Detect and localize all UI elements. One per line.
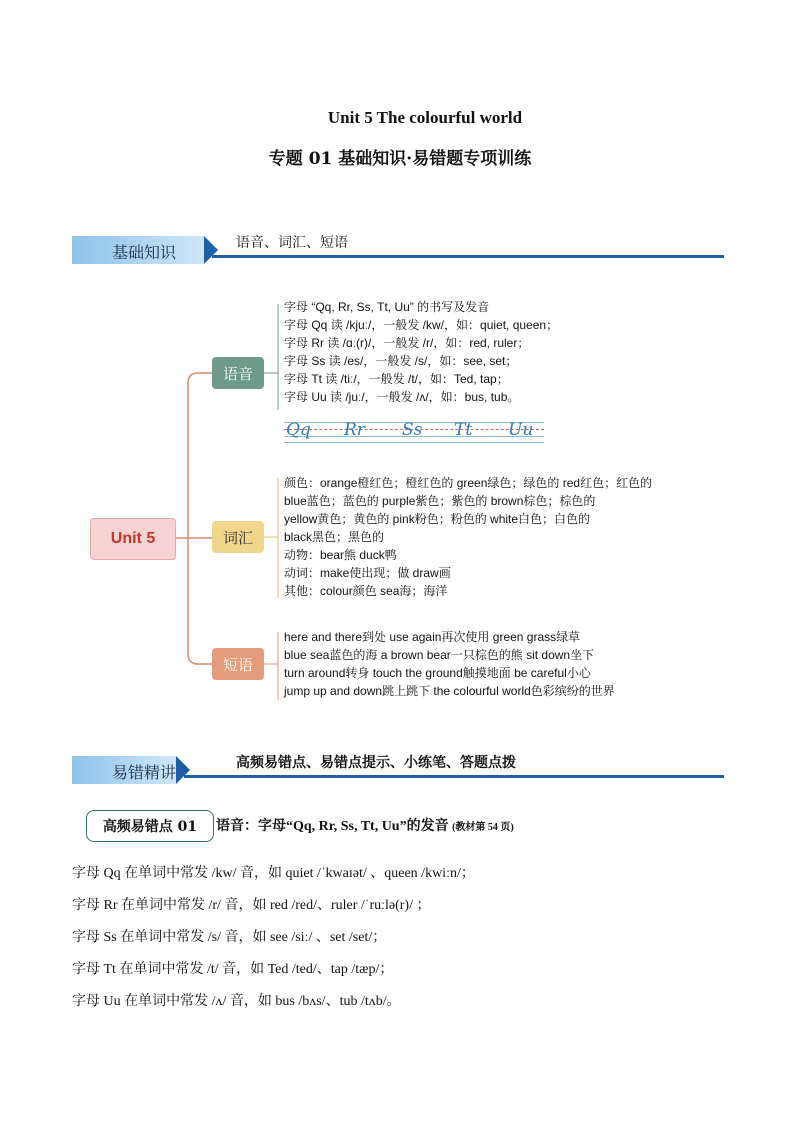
mindmap-node-vocab: 词汇 <box>212 521 264 553</box>
phrases-list <box>284 628 615 700</box>
section-label: 易错精讲 <box>112 763 177 782</box>
keypoint-line-ss: 字母 Ss 在单词中常发 /s/ 音，如 see /siː/ 、set /set/； <box>72 930 387 945</box>
phrase-line: turn around转身 touch the ground触摸地面 be careful小心 <box>284 666 591 680</box>
section-subtitle: 高频易错点、易错点提示、小练笔、答题点拨 <box>236 755 516 771</box>
handwriting-ss: Ss <box>402 420 423 440</box>
handwriting-qq: Qq <box>286 420 311 440</box>
phonics-line: 字母 “Qq, Rr, Ss, Tt, Uu” 的书写及发音 <box>284 300 490 314</box>
vocab-line: yellow黄色；黄色的 pink粉色；粉色的 white白色；白色的 <box>284 512 591 526</box>
vocab-line: 其他：colour颜色 sea海；海洋 <box>284 584 448 598</box>
phonics-line: 字母 Uu 读 /juː/，一般发 /ʌ/，如：bus, tub。 <box>284 390 520 404</box>
vocab-line: blue蓝色；蓝色的 purple紫色；紫色的 brown棕色；棕色的 <box>284 494 596 508</box>
vocab-list <box>284 474 652 600</box>
section-label: 基础知识 <box>112 243 177 262</box>
keypoint-line-qq: 字母 Qq 在单词中常发 /kw/ 音，如 quiet /ˈkwaɪət/ 、queen /kwiːn/； <box>72 866 475 881</box>
vocab-line: 动词：make使出现；做 draw画 <box>284 566 451 580</box>
vocab-line: black黑色；黑色的 <box>284 530 385 544</box>
keypoint-source: (教材第 54 页) <box>452 822 514 833</box>
mindmap-node-phrases: 短语 <box>212 648 264 680</box>
handwriting-tt: Tt <box>454 420 473 440</box>
handwriting-uu: Uu <box>508 420 534 440</box>
vocab-line: 颜色：orange橙红色；橙红色的 green绿色；绿色的 red红色；红色的 <box>284 476 653 490</box>
keypoint-title <box>216 815 514 835</box>
section-subtitle: 语音、词汇、短语 <box>236 235 348 251</box>
document-subtitle: 专题 01 基础知识·易错题专项训练 <box>268 149 532 169</box>
keypoint-line-rr: 字母 Rr 在单词中常发 /r/ 音，如 red /red/、ruler /ˈruːlə(r)/ ； <box>72 898 431 913</box>
section-rule <box>184 775 724 778</box>
mindmap-root: Unit 5 <box>90 518 176 560</box>
mindmap-node-phonics: 语音 <box>212 357 264 389</box>
document-title: Unit 5 The colourful world <box>327 108 523 127</box>
phonics-line: 字母 Tt 读 /tiː/，一般发 /t/，如：Ted, tap； <box>284 372 509 386</box>
handwriting-rr: Rr <box>344 420 365 440</box>
phonics-line: 字母 Rr 读 /ɑː(r)/，一般发 /r/，如：red, ruler； <box>284 336 530 350</box>
section-banner-arrow <box>176 756 190 784</box>
keypoint-box: 高频易错点 01 <box>86 810 214 842</box>
keypoint-line-uu: 字母 Uu 在单词中常发 /ʌ/ 音，如 bus /bʌs/、tub /tʌb/。 <box>72 994 401 1009</box>
phonics-list <box>284 298 558 406</box>
section-header-mistakes <box>72 756 724 788</box>
phonics-line: 字母 Qq 读 /kjuː/，一般发 /kw/，如：quiet, queen； <box>284 318 559 332</box>
phonics-line: 字母 Ss 读 /es/，一般发 /s/，如：see, set； <box>284 354 518 368</box>
keypoint-title-text: 语音：字母“Qq, Rr, Ss, Tt, Uu”的发音 <box>216 819 449 834</box>
phrase-line: here and there到处 use again再次使用 green grass绿草 <box>284 630 581 644</box>
vocab-line: 动物：bear熊 duck鸭 <box>284 548 397 562</box>
phrase-line: jump up and down跳上跳下 the colourful world色彩缤纷的世界 <box>284 684 615 698</box>
phrase-line: blue sea蓝色的海 a brown bear一只棕色的熊 sit down坐下 <box>284 648 595 662</box>
handwriting-strip <box>284 420 544 444</box>
keypoint-line-tt: 字母 Tt 在单词中常发 /t/ 音，如 Ted /ted/、tap /tæp/； <box>72 962 394 977</box>
